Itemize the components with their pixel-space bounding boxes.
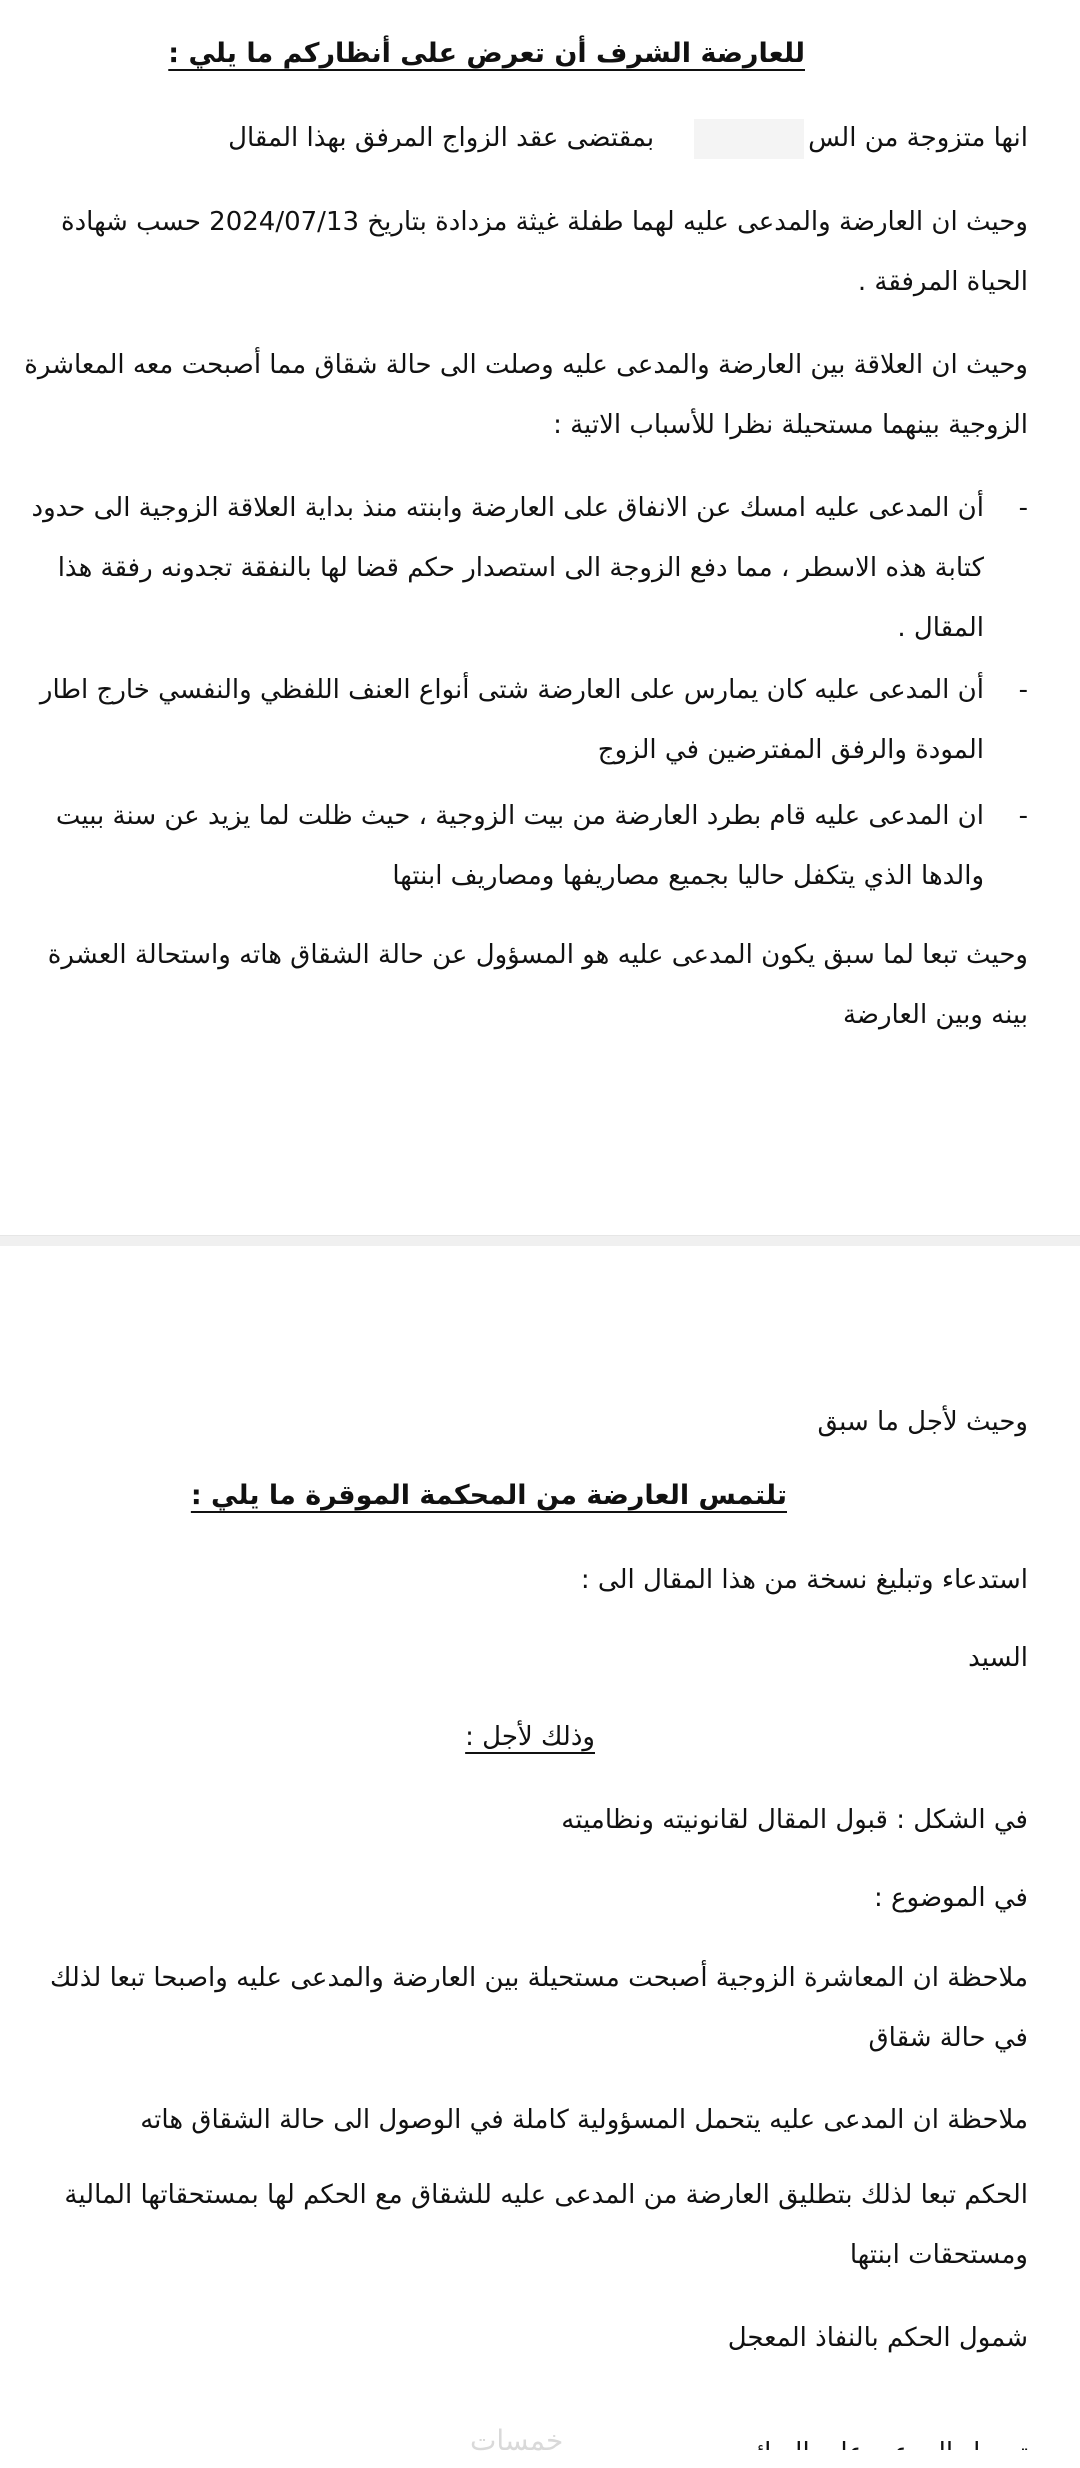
for-heading: وذلك لأجل : [465,1722,595,1752]
discord-paragraph: وحيث ان العلاقة بين العارضة والمدعى عليه وصلت الى حالة شقاق مما أصبحت معه المعاشرة الزوجية بينهما مستحيلة نظرا للأسباب الاتية : [24,350,1028,440]
sir-line: السيد [968,1643,1028,1673]
form-line: في الشكل : قبول المقال لقانونيته ونظاميته [561,1805,1028,1835]
summon-line: استدعاء وتبليغ نسخة من هذا المقال الى : [580,1565,1028,1595]
responsibility-paragraph: وحيث تبعا لما سبق يكون المدعى عليه هو المسؤول عن حالة الشقاق هاته واستحالة العشرة بينه وبين العارضة [47,940,1028,1030]
child-paragraph: وحيث ان العارضة والمدعى عليه لهما طفلة غيثة مزدادة بتاريخ 2024/07/13 حسب شهادة الحياة المرفقة . [60,207,1028,297]
page2-heading: تلتمس العارضة من المحكمة الموقرة ما يلي : [190,1480,787,1511]
bullet-dash: - [1018,801,1028,831]
bullet-text: أن المدعى عليه كان يمارس على العارضة شتى أنواع العنف اللفظي والنفسي خارج اطار المودة والرفق المفترضين في الزوج [39,675,984,765]
ruling-paragraph: الحكم تبعا لذلك بتطليق العارضة من المدعى عليه للشقاق مع الحكم لها بمستحقاتها المالية ومستحقات ابنتها [64,2180,1028,2270]
bullet-dash: - [1018,675,1028,705]
note-1: ملاحظة ان المعاشرة الزوجية أصبحت مستحيلة بين العارضة والمدعى عليه واصبحا تبعا لذلك في حالة شقاق [49,1963,1028,2053]
bullet-text: ان المدعى عليه قام بطرد العارضة من بيت الزوجية ، حيث ظلت لما يزيد عن سنة ببيت والدها الذي يتكفل حاليا بجميع مصاريفها ومصاريف ابنتها [55,801,984,891]
marriage-line-end: بمقتضى عقد الزواج المرفق بهذا المقال [228,123,655,153]
marriage-line-start: انها متزوجة من الس [808,123,1028,153]
redacted-name [694,119,804,159]
substance-line: في الموضوع : [873,1883,1028,1913]
bullet-dash: - [1018,493,1028,523]
page1-heading: للعارضة الشرف أن تعرض على أنظاركم ما يلي : [168,38,805,69]
reason-bullet-1 [16,478,1028,658]
reason-bullet-2 [16,660,1028,780]
intro-line: وحيث لأجل ما سبق [817,1407,1028,1437]
watermark: خمسات [470,2424,564,2457]
execution-line: شمول الحكم بالنفاذ المعجل [727,2323,1028,2353]
bullet-text: أن المدعى عليه امسك عن الانفاق على العارضة وابنته منذ بداية العلاقة الزوجية الى حدود كتابة هذه الاسطر ، مما دفع الزوجة الى استصدار حكم قضا لها بالنفقة تجدونه رفقة هذا المقال . [31,493,984,643]
note-2: ملاحظة ان المدعى عليه يتحمل المسؤولية كاملة في الوصول الى حالة الشقاق هاته [140,2105,1028,2135]
reason-bullet-3 [16,786,1028,906]
marriage-line [20,108,1028,168]
